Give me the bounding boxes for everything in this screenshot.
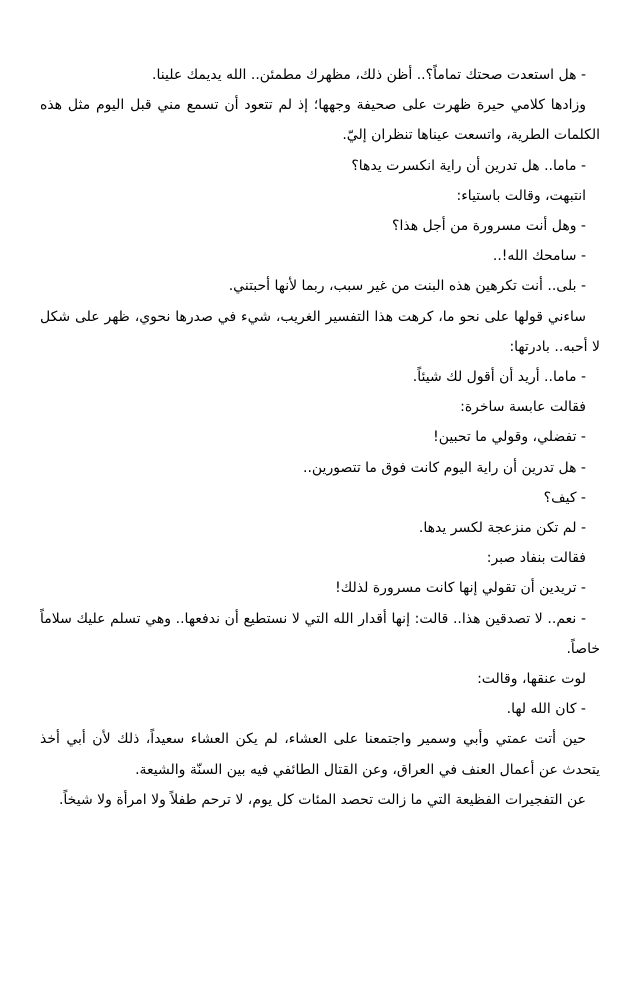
dialogue-line: - هل استعدت صحتك تماماً؟.. أظن ذلك، مظهرك مطمئن.. الله يديمك علينا. bbox=[152, 67, 586, 83]
narration-paragraph: حين أتت عمتي وأبي وسمير واجتمعنا على العشاء، لم يكن العشاء سعيداً، ذلك لأن أبي أخذ يتحدث عن أعمال العنف في العراق، وعن القتال الطائفي فيه بين السنّة والشيعة. bbox=[40, 731, 600, 778]
dialogue-line: - سامحك الله!.. bbox=[492, 248, 586, 265]
narration-line: فقالت عابسة ساخرة: bbox=[460, 399, 586, 416]
dialogue-line: - لم تكن منزعجة لكسر يدها. bbox=[418, 520, 586, 537]
dialogue-line: - وهل أنت مسرورة من أجل هذا؟ bbox=[392, 218, 586, 235]
narration-paragraph: عن التفجيرات الفظيعة التي ما زالت تحصد المئات كل يوم، لا ترحم طفلاً ولا امرأة ولا شيخاً. bbox=[58, 791, 586, 808]
dialogue-line: - هل تدرين أن راية اليوم كانت فوق ما تتصورين.. bbox=[303, 459, 586, 476]
dialogue-line: - تفضلي، وقولي ما تحبين! bbox=[433, 429, 586, 446]
dialogue-paragraph: - نعم.. لا تصدقين هذا.. قالت: إنها أقدار الله التي لا نستطيع أن ندفعها.. وهي تسلم عليك سلاماً خاصاً. bbox=[40, 610, 600, 657]
book-page bbox=[40, 60, 600, 815]
narration-paragraph: ساءني قولها على نحو ما، كرهت هذا التفسير الغريب، شيء في صدرها نحوي، ظهر على شكل لا أحبه.. بادرتها: bbox=[40, 308, 600, 355]
narration-paragraph: وزادها كلامي حيرة ظهرت على صحيفة وجهها؛ إذ لم تتعود أن تسمع مني قبل اليوم مثل هذه الكلمات الطرية، واتسعت عيناها تنظران إليّ. bbox=[40, 97, 600, 144]
dialogue-line: - تريدين أن تقولي إنها كانت مسرورة لذلك! bbox=[335, 580, 586, 597]
dialogue-line: - كان الله لها. bbox=[506, 701, 586, 718]
narration-line: فقالت بنفاد صبر: bbox=[486, 550, 586, 567]
dialogue-line: - ماما.. هل تدرين أن راية انكسرت يدها؟ bbox=[351, 157, 586, 174]
narration-line: لوت عنقها، وقالت: bbox=[477, 671, 586, 688]
dialogue-line: - كيف؟ bbox=[543, 489, 586, 506]
dialogue-line: - بلى.. أنت تكرهين هذه البنت من غير سبب، ربما لأنها أحبتني. bbox=[228, 278, 586, 295]
narration-line: انتبهت، وقالت باستياء: bbox=[456, 187, 586, 204]
dialogue-line: - ماما.. أريد أن أقول لك شيئاً. bbox=[412, 369, 586, 386]
